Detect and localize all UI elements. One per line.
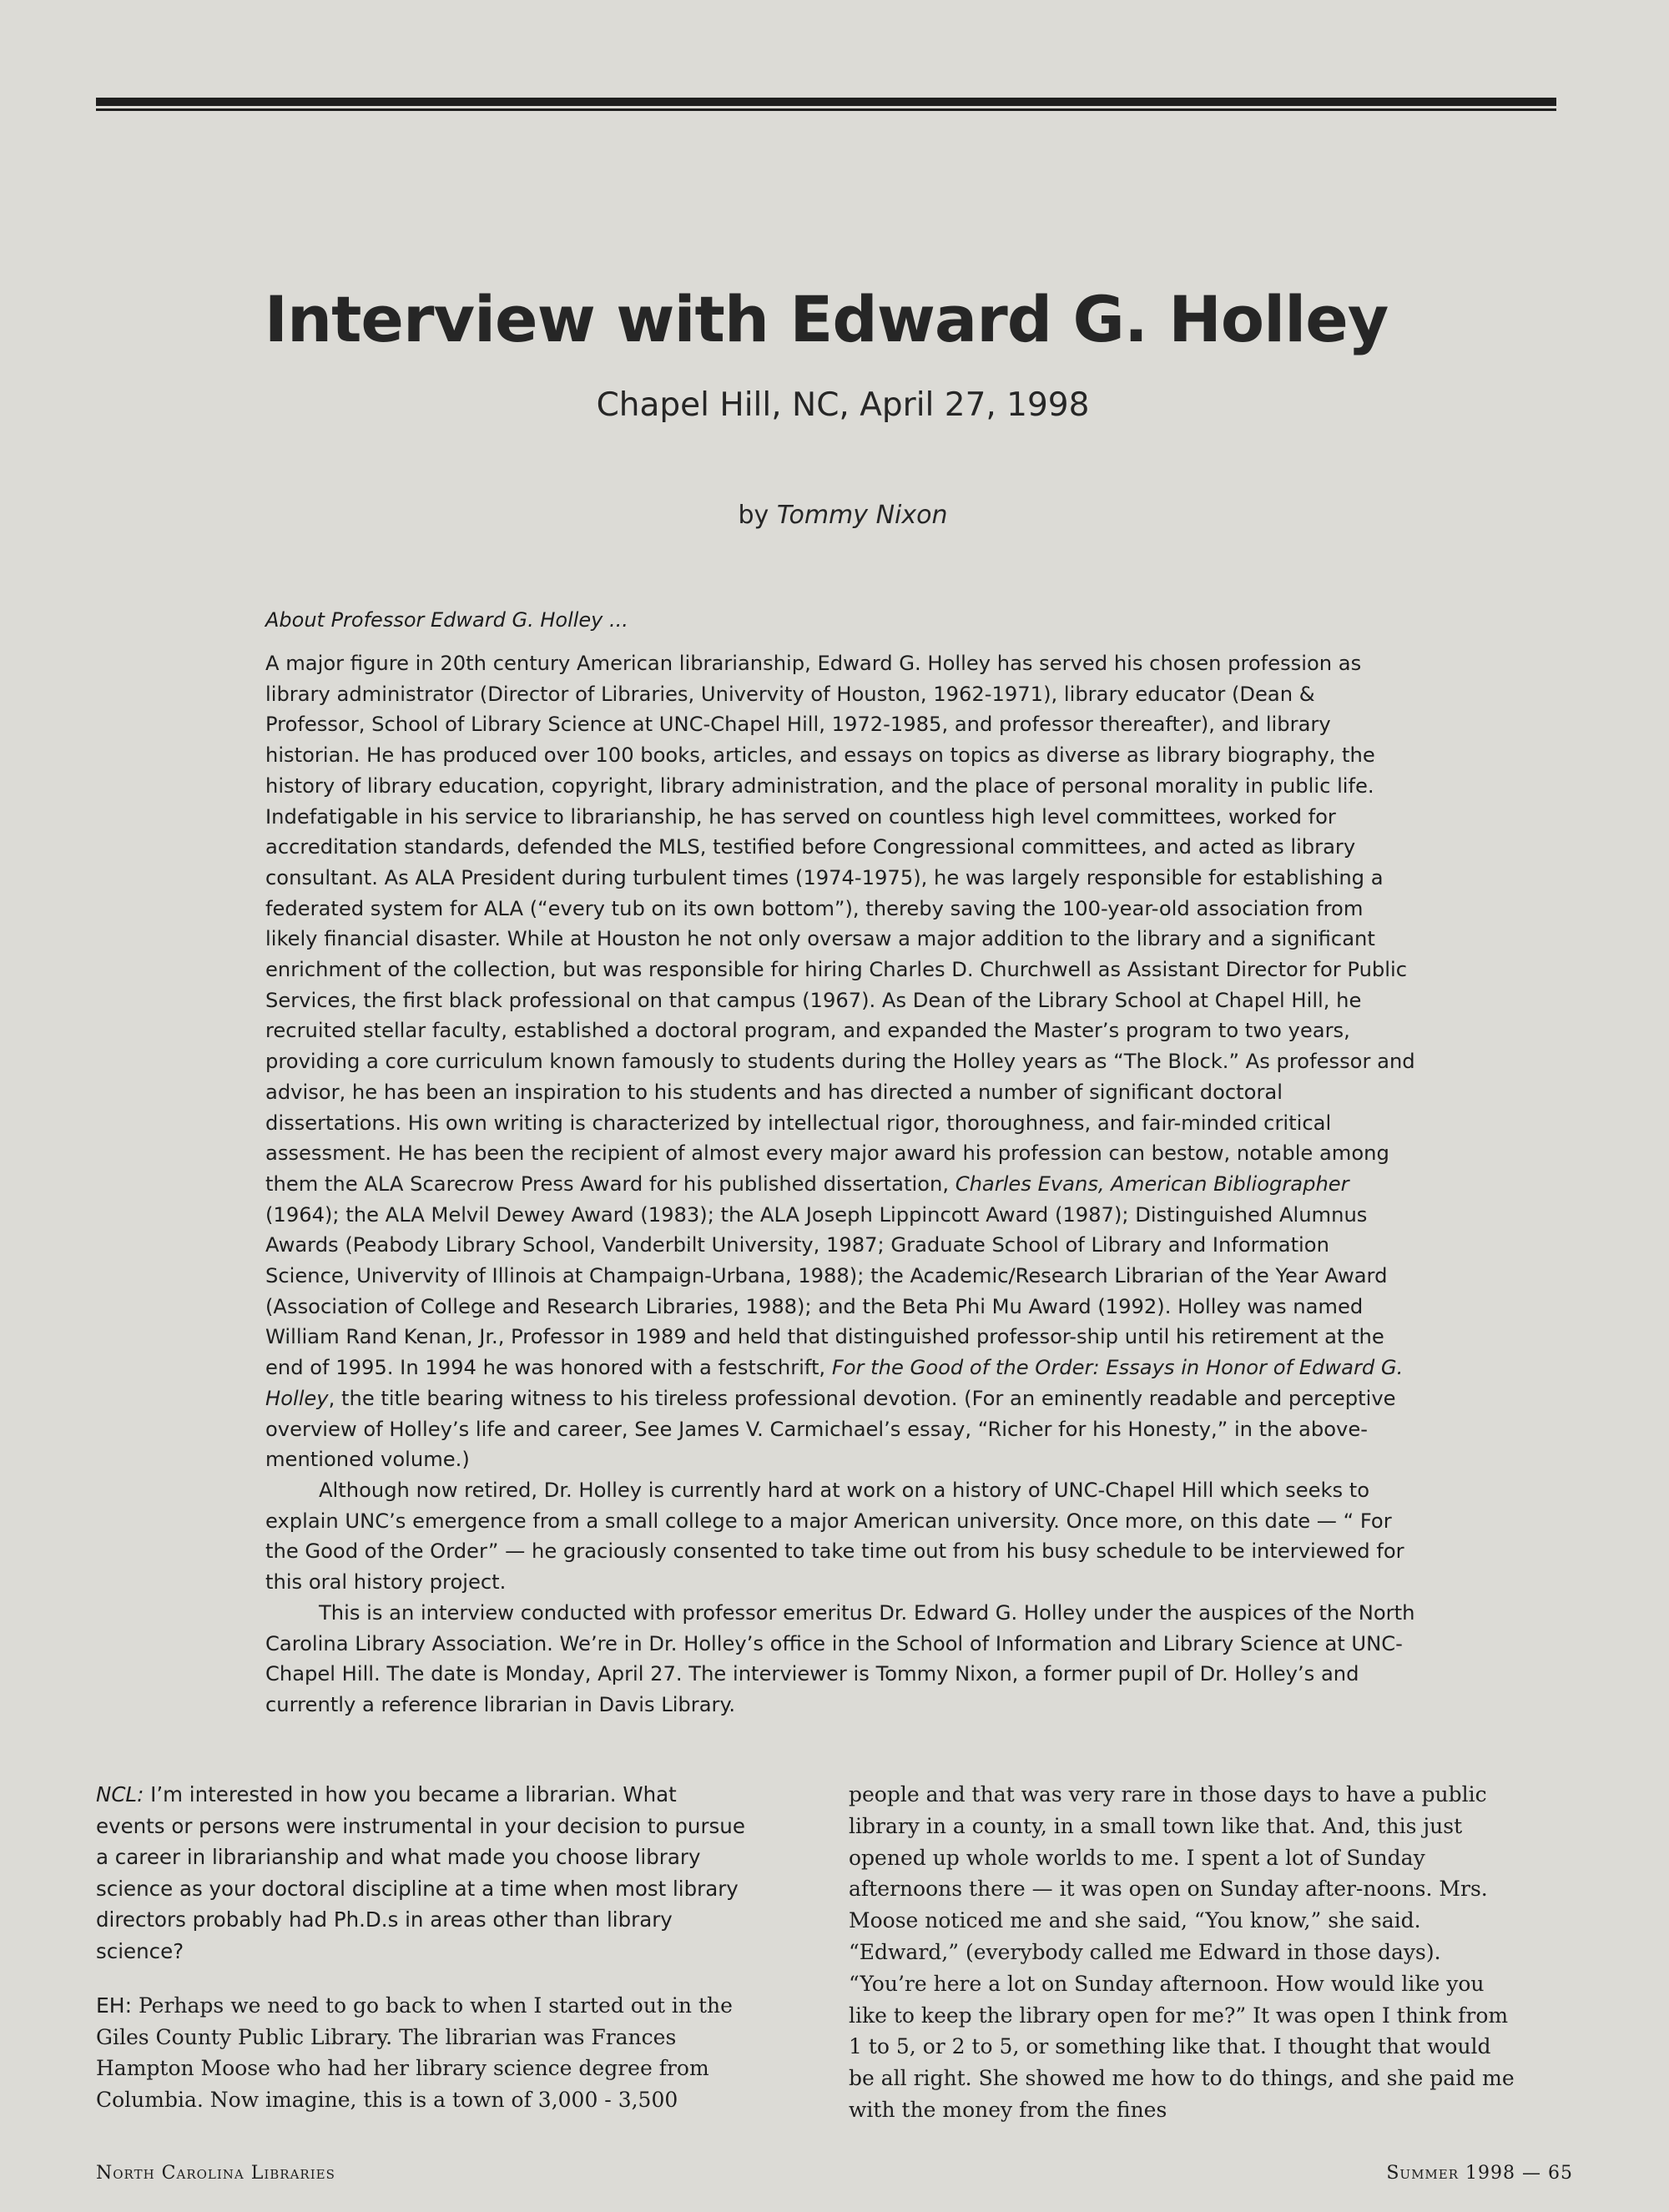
bio-italic-title-2: For the Good of the Order: Essays in Honor of Edward G. Holley — [265, 1356, 1404, 1410]
bio-block — [265, 648, 1417, 1721]
footer-journal: North Carolina Libraries — [96, 2163, 335, 2184]
about-heading: About Professor Edward G. Holley ... — [265, 608, 628, 632]
bio-italic-title-1: Charles Evans, American Bibliographer — [955, 1172, 1349, 1196]
byline-prefix: by — [738, 501, 777, 530]
bio-text-a: A major figure in 20th century American librarianship, Edward G. Holley has served his chosen profession as library administrator (Director of Libraries, Univervity of Houston, 1962-1971), library educator (Dean & Professor, School of Library Science at UNC-Chapel Hill, 1972-1985, and professor thereafter), and library historian. He has produced over 100 books, articles, and essays on topics as diverse as library biography, the history of library education, copyright, library administration, and the place of personal morality in public life. Indefatigable in his service to librarianship, he has served on countless high level committees, worked for accreditation standards, defended the MLS, testified before Congressional committees, and acted as library consultant. As ALA President during turbulent times (1974-1975), he was largely responsible for establishing a federated system for ALA (“every tub on its own bottom”), thereby saving the 100-year-old association from likely financial disaster. While at Houston he not only oversaw a major addition to the library and a significant enrichment of the collection, but was responsible for hiring Charles D. Churchwell as Assistant Director for Public Services, the first black professional on that campus (1967). As Dean of the Library School at Chapel Hill, he recruited stellar faculty, established a doctoral program, and expanded the Master’s program to two years, providing a core curriculum known famously to students during the Holley years as “The Block.” As professor and advisor, he has been an inspiration to his students and has directed a number of significant doctoral dissertations. His own writing is characterized by intellectual rigor, thoroughness, and fair-minded critical assessment. He has been the recipient of almost every major award his profession can bestow, notable among them the ALA Scarecrow Press Award for his published dissertation, — [265, 652, 1415, 1196]
question — [96, 1779, 747, 1967]
byline-author: Tommy Nixon — [776, 501, 948, 530]
answer — [96, 1990, 747, 2115]
bio-paragraph-1 — [265, 648, 1417, 1475]
interview-column-2: people and that was very rare in those days to have a public library in a county, in a small town like that. And, this just opened up whole worlds to me. I spent a lot of Sunday afternoons there — it was open on Sunday after-noons. Mrs. Moose noticed me and she said, “You know,” she said. “Edward,” (everybody called me Edward in those days). “You’re here a lot on Sunday afternoon. How would like you like to keep the library open for me?” It was open I think from 1 to 5, or 2 to 5, or something like that. I thought that would be all right. She showed me how to do things, and she paid me with the money from the fines — [849, 1782, 1515, 2122]
footer-issue-page: Summer 1998 — 65 — [1386, 2163, 1573, 2184]
bio-text-b: (1964); the ALA Melvil Dewey Award (1983); the ALA Joseph Lippincott Award (1987); Distinguished Alumnus Awards (Peabody Library School, Vanderbilt University, 1987; Graduate School of Library and Information Science, Univervity of Illinois at Champaign-Urbana, 1988); the Academic/Research Librarian of the Year Award (Association of College and Research Libraries, 1988); and the Beta Phi Mu Award (1992). Holley was named William Rand Kenan, Jr., Professor in 1989 and held that distinguished professor-ship until his retirement at the end of 1995. In 1994 he was honored with a festschrift, — [265, 1202, 1388, 1380]
interview-column-1 — [96, 1779, 747, 2115]
top-rule-thin — [96, 108, 1556, 111]
answer-text: Perhaps we need to go back to when I started out in the Giles County Public Library. The librarian was Frances Hampton Moose who had her library science degree from Columbia. Now imagine, this is a town of 3,000 - 3,500 — [96, 1993, 733, 2112]
question-speaker: NCL: — [96, 1782, 144, 1806]
byline — [96, 501, 1556, 530]
bio-text-c: , the title bearing witness to his tireless professional devotion. (For an eminently readable and perceptive overview of Holley’s life and career, See James V. Carmichael’s essay, “Richer for his Honesty,” in the above-mentioned volume.) — [265, 1386, 1396, 1472]
top-rule — [96, 98, 1556, 106]
article-title: Interview with Edward G. Holley — [264, 282, 1389, 356]
answer-speaker: EH: — [96, 1993, 133, 2018]
article-subtitle: Chapel Hill, NC, April 27, 1998 — [596, 386, 1090, 424]
question-text: I’m interested in how you became a librarian. What events or persons were instrumental in your decision to pursue a career in librarianship and what made you choose library science as your doctoral discipline at a time when most library directors probably had Ph.D.s in areas other than library science? — [96, 1782, 745, 1963]
bio-paragraph-2: Although now retired, Dr. Holley is currently hard at work on a history of UNC-Chapel Hill which seeks to explain UNC’s emergence from a small college to a major American university. Once more, on this date — “ For the Good of the Order” — he graciously consented to take time out from his busy schedule to be interviewed for this oral history project. — [265, 1478, 1404, 1595]
bio-paragraph-3: This is an interview conducted with professor emeritus Dr. Edward G. Holley under the auspices of the North Carolina Library Association. We’re in Dr. Holley’s office in the School of Information and Library Science at UNC-Chapel Hill. The date is Monday, April 27. The interviewer is Tommy Nixon, a former pupil of Dr. Holley’s and currently a reference librarian in Davis Library. — [265, 1600, 1415, 1716]
